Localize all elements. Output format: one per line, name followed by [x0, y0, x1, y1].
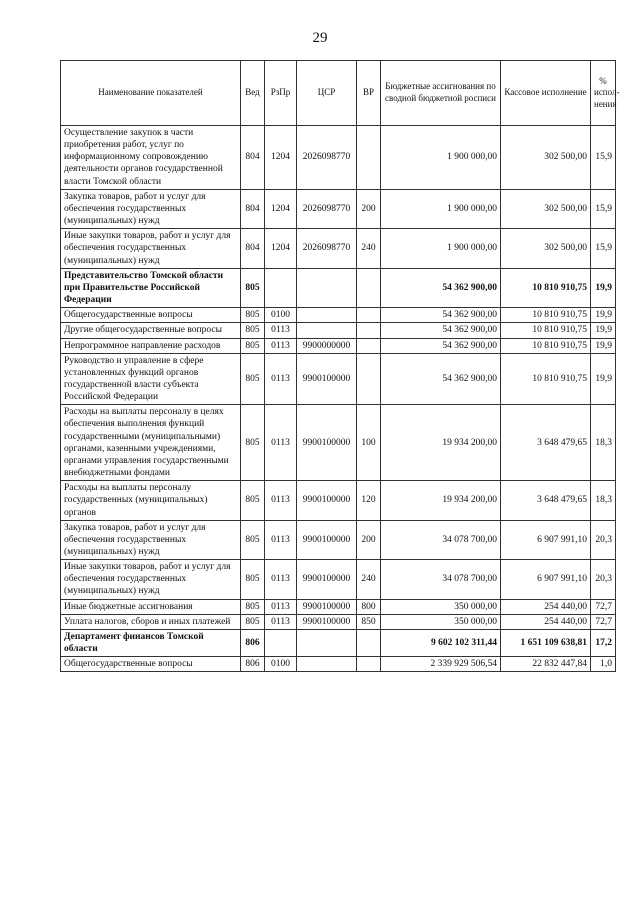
cell-percent: 17,2: [591, 629, 616, 656]
cell-csr: 9900100000: [297, 405, 357, 481]
cell-ved: 805: [241, 614, 265, 629]
cell-vr: [357, 323, 381, 338]
cell-budget: 1 900 000,00: [381, 126, 501, 190]
page-number: 29: [312, 30, 328, 46]
cell-cash: 302 500,00: [501, 229, 591, 268]
cell-ved: 804: [241, 126, 265, 190]
cell-ved: 806: [241, 657, 265, 672]
column-header-ved: Вед: [241, 61, 265, 126]
cell-vr: 850: [357, 614, 381, 629]
cell-rzpr: 0113: [265, 481, 297, 520]
cell-csr: 9900100000: [297, 599, 357, 614]
cell-vr: [357, 126, 381, 190]
cell-vr: 240: [357, 229, 381, 268]
cell-ved: 805: [241, 268, 265, 307]
cell-percent: 72,7: [591, 614, 616, 629]
cell-ved: 805: [241, 338, 265, 353]
cell-vr: 120: [357, 481, 381, 520]
cell-name: Департамент финансов Томской области: [61, 629, 241, 656]
cell-csr: 2026098770: [297, 189, 357, 228]
table-row: [61, 189, 616, 228]
cell-budget: 2 339 929 506,54: [381, 657, 501, 672]
cell-csr: [297, 629, 357, 656]
cell-name: Иные закупки товаров, работ и услуг для обеспечения государственных (муниципальных) нужд: [61, 560, 241, 599]
cell-ved: 805: [241, 323, 265, 338]
cell-csr: 9900100000: [297, 520, 357, 559]
cell-name: Закупка товаров, работ и услуг для обеспечения государственных (муниципальных) нужд: [61, 189, 241, 228]
cell-budget: 34 078 700,00: [381, 520, 501, 559]
cell-name: Непрограммное направление расходов: [61, 338, 241, 353]
cell-csr: [297, 657, 357, 672]
cell-ved: 805: [241, 560, 265, 599]
cell-rzpr: 1204: [265, 229, 297, 268]
cell-csr: 9900100000: [297, 614, 357, 629]
cell-ved: 804: [241, 229, 265, 268]
column-header-name: Наименование показателей: [61, 61, 241, 126]
cell-rzpr: 0113: [265, 353, 297, 405]
cell-cash: 3 648 479,65: [501, 405, 591, 481]
column-header-budget: Бюджетные ассигнования по сводной бюджетной росписи: [381, 61, 501, 126]
table-row: [61, 353, 616, 405]
table-row: [61, 599, 616, 614]
column-header-percent: % испол-нения: [591, 61, 616, 126]
cell-ved: 805: [241, 520, 265, 559]
table-row: [61, 629, 616, 656]
cell-cash: 6 907 991,10: [501, 520, 591, 559]
column-header-cash: Кассовое исполнение: [501, 61, 591, 126]
cell-vr: 800: [357, 599, 381, 614]
cell-vr: [357, 353, 381, 405]
cell-budget: 1 900 000,00: [381, 229, 501, 268]
cell-ved: 804: [241, 189, 265, 228]
cell-name: Расходы на выплаты персоналу в целях обеспечения выполнения функций государственными (муниципальными) органами, казенными учреждениями, органами управления государственными внебюджетными фондами: [61, 405, 241, 481]
table-row: [61, 405, 616, 481]
cell-cash: 6 907 991,10: [501, 560, 591, 599]
table-row: [61, 126, 616, 190]
cell-rzpr: 0113: [265, 520, 297, 559]
table-header-row: [61, 61, 616, 126]
cell-rzpr: 0113: [265, 614, 297, 629]
cell-name: Руководство и управление в сфере установленных функций органов государственной власти субъекта Российской Федерации: [61, 353, 241, 405]
cell-csr: 9900100000: [297, 353, 357, 405]
cell-vr: 100: [357, 405, 381, 481]
cell-vr: 240: [357, 560, 381, 599]
cell-name: Другие общегосударственные вопросы: [61, 323, 241, 338]
table-row: [61, 614, 616, 629]
column-header-csr: ЦСР: [297, 61, 357, 126]
cell-cash: 10 810 910,75: [501, 268, 591, 307]
cell-percent: 19,9: [591, 338, 616, 353]
cell-csr: 9900100000: [297, 560, 357, 599]
table-row: [61, 338, 616, 353]
cell-ved: 805: [241, 353, 265, 405]
cell-percent: 15,9: [591, 126, 616, 190]
cell-csr: 2026098770: [297, 126, 357, 190]
cell-ved: 805: [241, 405, 265, 481]
cell-name: Закупка товаров, работ и услуг для обеспечения государственных (муниципальных) нужд: [61, 520, 241, 559]
table-row: [61, 560, 616, 599]
table-row: [61, 323, 616, 338]
cell-name: Представительство Томской области при Правительстве Российской Федерации: [61, 268, 241, 307]
budget-execution-table: [60, 60, 620, 672]
cell-budget: 54 362 900,00: [381, 268, 501, 307]
cell-rzpr: 0100: [265, 308, 297, 323]
cell-cash: 3 648 479,65: [501, 481, 591, 520]
cell-rzpr: [265, 629, 297, 656]
cell-percent: 20,3: [591, 560, 616, 599]
cell-percent: 19,9: [591, 308, 616, 323]
cell-cash: 10 810 910,75: [501, 338, 591, 353]
cell-budget: 54 362 900,00: [381, 308, 501, 323]
cell-cash: 10 810 910,75: [501, 308, 591, 323]
cell-cash: 1 651 109 638,81: [501, 629, 591, 656]
cell-vr: 200: [357, 189, 381, 228]
table-row: [61, 657, 616, 672]
cell-csr: [297, 268, 357, 307]
cell-cash: 254 440,00: [501, 614, 591, 629]
cell-budget: 54 362 900,00: [381, 353, 501, 405]
cell-rzpr: 0113: [265, 338, 297, 353]
cell-budget: 34 078 700,00: [381, 560, 501, 599]
cell-name: Иные бюджетные ассигнования: [61, 599, 241, 614]
cell-cash: 302 500,00: [501, 126, 591, 190]
cell-name: Общегосударственные вопросы: [61, 657, 241, 672]
column-header-rzpr: РзПр: [265, 61, 297, 126]
cell-ved: 805: [241, 599, 265, 614]
cell-ved: 805: [241, 481, 265, 520]
cell-cash: 22 832 447,84: [501, 657, 591, 672]
cell-vr: [357, 268, 381, 307]
cell-name: Осуществление закупок в части приобретения работ, услуг по информационному сопровождению деятельности органов государственной власти Томской области: [61, 126, 241, 190]
cell-name: Общегосударственные вопросы: [61, 308, 241, 323]
table-row: [61, 229, 616, 268]
cell-budget: 54 362 900,00: [381, 338, 501, 353]
cell-rzpr: 0113: [265, 560, 297, 599]
cell-name: Иные закупки товаров, работ и услуг для обеспечения государственных (муниципальных) нужд: [61, 229, 241, 268]
cell-cash: 10 810 910,75: [501, 323, 591, 338]
cell-budget: 1 900 000,00: [381, 189, 501, 228]
cell-percent: 20,3: [591, 520, 616, 559]
cell-name: Расходы на выплаты персоналу государственных (муниципальных) органов: [61, 481, 241, 520]
cell-name: Уплата налогов, сборов и иных платежей: [61, 614, 241, 629]
cell-csr: [297, 323, 357, 338]
cell-csr: [297, 308, 357, 323]
cell-vr: [357, 657, 381, 672]
cell-csr: 9900100000: [297, 481, 357, 520]
cell-csr: 2026098770: [297, 229, 357, 268]
cell-vr: 200: [357, 520, 381, 559]
cell-csr: 9900000000: [297, 338, 357, 353]
cell-cash: 254 440,00: [501, 599, 591, 614]
cell-budget: 350 000,00: [381, 599, 501, 614]
table-row: [61, 520, 616, 559]
cell-vr: [357, 338, 381, 353]
cell-ved: 805: [241, 308, 265, 323]
cell-percent: 1,0: [591, 657, 616, 672]
cell-percent: 19,9: [591, 268, 616, 307]
cell-percent: 18,3: [591, 405, 616, 481]
cell-percent: 18,3: [591, 481, 616, 520]
table-body: [61, 126, 616, 672]
cell-rzpr: 0113: [265, 599, 297, 614]
cell-ved: 806: [241, 629, 265, 656]
cell-cash: 10 810 910,75: [501, 353, 591, 405]
cell-vr: [357, 308, 381, 323]
cell-percent: 15,9: [591, 229, 616, 268]
table-row: [61, 308, 616, 323]
table-row: [61, 481, 616, 520]
cell-budget: 19 934 200,00: [381, 481, 501, 520]
cell-budget: 9 602 102 311,44: [381, 629, 501, 656]
cell-rzpr: 0113: [265, 405, 297, 481]
cell-percent: 72,7: [591, 599, 616, 614]
cell-cash: 302 500,00: [501, 189, 591, 228]
cell-rzpr: 0113: [265, 323, 297, 338]
cell-rzpr: 1204: [265, 189, 297, 228]
cell-percent: 19,9: [591, 353, 616, 405]
table-row: [61, 268, 616, 307]
cell-budget: 54 362 900,00: [381, 323, 501, 338]
cell-rzpr: 0100: [265, 657, 297, 672]
cell-budget: 19 934 200,00: [381, 405, 501, 481]
cell-budget: 350 000,00: [381, 614, 501, 629]
cell-percent: 15,9: [591, 189, 616, 228]
cell-rzpr: [265, 268, 297, 307]
cell-percent: 19,9: [591, 323, 616, 338]
cell-rzpr: 1204: [265, 126, 297, 190]
column-header-vr: ВР: [357, 61, 381, 126]
cell-vr: [357, 629, 381, 656]
